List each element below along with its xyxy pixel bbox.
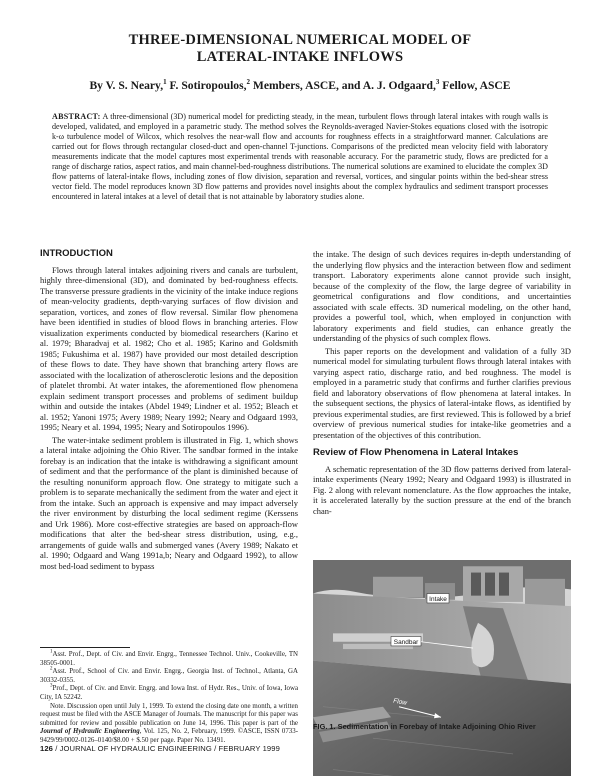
author-4: Fellow, ASCE: [439, 79, 511, 92]
footnote-2: $^2$Asst. Prof., School of Civ. and Envir. Engrg., Georgia Inst. of Technol., Atlanta, GA 30332-0355.: [40, 666, 298, 684]
label-intake: [427, 594, 449, 603]
title-line-1: THREE-DIMENSIONAL NUMERICAL MODEL OF: [128, 32, 472, 48]
author-3: Members, ASCE, and A. J. Odgaard,: [250, 79, 436, 92]
footnote-1: $^1$Asst. Prof., Dept. of Civ. and Envir. Engrg., Tennessee Technol. Univ., Cookeville, TN 38505-0001.: [40, 649, 298, 667]
journal-running-head: / JOURNAL OF HYDRAULIC ENGINEERING / FEBRUARY 1999: [52, 744, 280, 753]
intro-paragraph-1: Flows through lateral intakes adjoining rivers and canals are turbulent, highly three-dimensional (3D), and dominated by bed-roughness effects. The transverse pressure gradients in the vicinity of the intake induce regions of mean-velocity gradients, depth-varying surfaces of flow division and separation, vortices, and zones of flow reversal. Similar flow phenomena have been identified in studies of blood flows in branching arteries. Flow visualization experiments conducted by biomedical researchers (Karino et al. 1979; Bharadvaj et al. 1982; Cho et al. 1985; Karino and Goldsmith 1985; Fukushima et al. 1987) have provided our most detailed description of these flows to date. They have shown that branching artery flows are associated with the localization of atherosclerotic lesions and the deposition of platelet thrombi. At water intakes, the aforementioned flow phenomena explain sediment transport processes and problems of sediment buildup within and outside the intakes (Abdel 1949; Lindner et al. 1952; Bleach et al. 1952; Yanoni 1975; Avery 1989; Neary 1992; Neary and Odgaard 1993, 1995; Neary et al. 1994, 1995; Neary and Sotiropoulos 1996).: [40, 264, 298, 432]
review-heading: Review of Flow Phenomena in Lateral Intakes: [313, 447, 519, 458]
svg-text:Intake: Intake: [429, 595, 447, 603]
left-column: [40, 249, 298, 571]
right-paragraph-2: This paper reports on the development and validation of a fully 3D numerical model for simulating turbulent flows through lateral intakes with varying aspect ratio, discharge ratio, and bed roughness. The model is employed in a parametric study that confirms and further clarifies previous field and laboratory observations of flow phenomena at lateral intakes. In the subsequent sections, the physics of lateral-intake flows, as identified by previous experimental studies, are first reviewed. This is followed by a brief overview of previous numerical studies for intake-like geometries and a presentation of the objectives of this contribution.: [313, 345, 571, 440]
svg-text:Sandbar: Sandbar: [393, 638, 419, 646]
intro-paragraph-2: The water-intake sediment problem is illustrated in Fig. 1, which shows a lateral intake adjoining the Ohio River. The sandbar formed in the intake forebay is an indication that the intake is withdrawing a significant amount of sediment and that the performance of the plant is diminished because of the resulting nonuniform approach flow. One strategy to mitigate such a problem is to separate mechanically the sediment from the water and eject it from the intake. Such an approach is expensive and may impact adversely the river environment by disturbing the local sediment regime (Kerssens and Urk 1986). More cost-effective strategies are based on approach-flow modifications that alter the bed-shear stress distribution, using, e.g., arrangements of guide walls and submerged vanes (Avery 1989; Nakato et al. 1990; Odgaard and Wang 1991a,b; Neary and Odgaard 1992), to allow most bed-load sediment to bypass: [40, 434, 298, 571]
discussion-note: Note. Discussion open until July 1, 1999. To extend the closing date one month, a written request must be filed with the ASCE Manager of Journals. The manuscript for this paper was submitted for review and possible publication on June 14, 1996. This paper is part of the Journal of Hydraulic Engineering, Vol. 125, No. 2, February, 1999. ©ASCE, ISSN 0733-9429/99/0002-0126–0140/$8.00 + $.50 per page. Paper No. 13491.: [40, 702, 298, 744]
right-column: [313, 249, 571, 516]
author-2: F. Sotiropoulos,: [166, 79, 247, 92]
footnote-3: $^3$Prof., Dept. of Civ. and Envir. Engrg. and Iowa Inst. of Hydr. Res., Univ. of Iowa, Iowa City, IA 52242.: [40, 684, 298, 701]
abstract: [52, 112, 548, 202]
footnotes: [40, 651, 298, 746]
paper-title: [0, 32, 600, 66]
introduction-heading: INTRODUCTION: [40, 248, 113, 259]
page-footer: [40, 744, 440, 753]
right-paragraph-1: the intake. The design of such devices requires in-depth understanding of the underlying flow physics and the interaction between flow and sediment transport. Laboratory experiments alone cannot provide such insight, because of the complexity of the flow, the large degree of variability in geometrical configurations and flow conditions, and uncertainties associated with scale effects. 3D numerical modeling, on the other hand, provides a powerful tool, which, when employed in conjunction with laboratory experiments and field studies, can enhance greatly the understanding of the physics of such complex flows.: [313, 249, 571, 343]
svg-text:Flow: Flow: [392, 697, 408, 708]
author-1: By V. S. Neary,: [89, 79, 164, 92]
right-paragraph-3: A schematic representation of the 3D flow patterns derived from lateral-intake experiments (Neary 1992; Neary and Odgaard 1993) is illustrated in Fig. 2 along with relevant nomenclature. As the flow approaches the intake, it is accelerated laterally by the suction pressure at the end of the branch chan-: [313, 463, 571, 516]
title-line-2: LATERAL-INTAKE INFLOWS: [196, 49, 404, 65]
abstract-text: A three-dimensional (3D) numerical model for predicting steady, in the mean, turbulent flows through lateral intakes with rough walls is developed, validated, and employed in a parametric study. The method solves the Reynolds-averaged Navier-Stokes equations closed with the isotropic k-ω turbulence model of Wilcox, which resolves the near-wall flow and accounts for roughness effects in a straightforward manner. Calculations are carried out for flows through rectangular closed-duct and open-channel T-junctions. Comparisons of the predicted mean velocity field with laboratory measurements indicate that the model captures most experimental trends with reasonable accuracy. For the parametric study, flows are predicted for a range of discharge ratios, aspect ratios, and main channel-bed-roughness distributions. The numerical solutions are examined to elucidate the complex 3D flow patterns of lateral-intake flows, including zones of flow division, separation and reversal, vortices, and singular points within the bed-shear stress vector field. The model reproduces known 3D flow patterns and provides novel insights about the complex hydraulics and sediment transport processes encountered in lateral intakes at a level of detail that is not attainable by laboratory studies alone.: [52, 112, 548, 202]
footnote-rule: [40, 647, 130, 648]
abstract-label: ABSTRACT:: [52, 112, 101, 121]
author-3-sup: 3: [435, 78, 440, 87]
author-2-sup: 2: [246, 78, 251, 87]
author-1-sup: 1: [163, 78, 167, 87]
figure-1-caption: FIG. 1. Sedimentation in Forebay of Intake Adjoining Ohio River: [313, 722, 536, 731]
page-number: 126: [40, 744, 53, 753]
author-line: [20, 79, 580, 92]
